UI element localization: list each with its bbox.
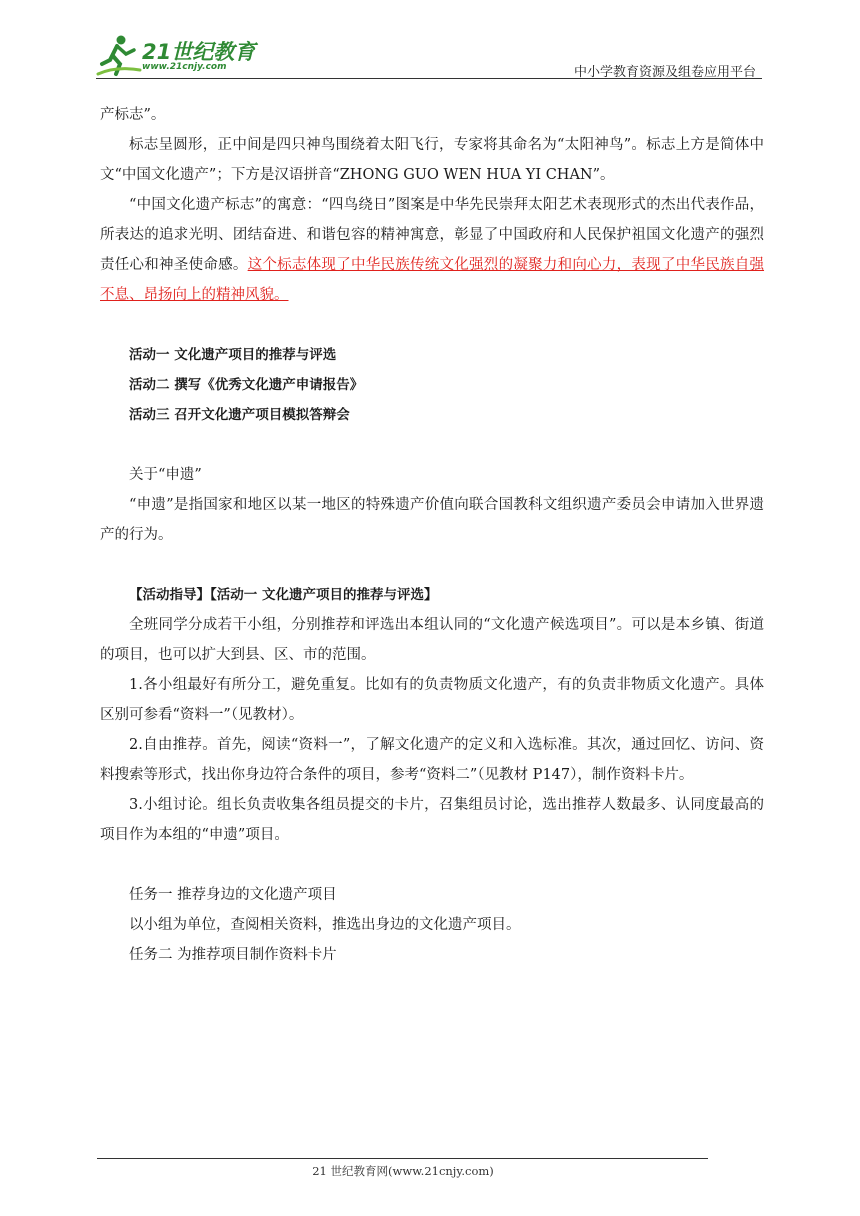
page-header bbox=[0, 0, 860, 84]
spacer bbox=[100, 850, 764, 880]
spacer bbox=[100, 430, 764, 460]
spacer bbox=[100, 310, 764, 340]
paragraph: 产标志”。 bbox=[100, 107, 166, 123]
guide-title: 【活动指导】【活动一 文化遗产项目的推荐与评选】 bbox=[129, 587, 438, 603]
logo-url: www.21cnjy.com bbox=[142, 62, 227, 72]
highlighted-text: 这个标志体现了中华民族传统文化强烈的凝聚力和向心力，表现了中华民族自强不息、昂扬向上的精神风貌。 bbox=[100, 257, 765, 303]
header-divider bbox=[96, 78, 762, 79]
task-title-2: 任务二 为推荐项目制作资料卡片 bbox=[129, 947, 337, 963]
paragraph-meaning bbox=[100, 190, 764, 310]
logo-text: 21世纪教育 bbox=[142, 40, 256, 64]
page-footer bbox=[0, 1163, 860, 1179]
about-title: 关于“申遗” bbox=[129, 467, 202, 483]
paragraph: 全班同学分成若干小组，分别推荐和评选出本组认同的“文化遗产候选项目”。可以是本乡镇、街道的项目，也可以扩大到县、区、市的范围。 bbox=[100, 617, 764, 663]
footer-divider bbox=[97, 1158, 708, 1159]
activity-heading-2: 活动二 撰写《优秀文化遗产申请报告》 bbox=[129, 377, 364, 393]
activity-heading-1: 活动一 文化遗产项目的推荐与评选 bbox=[129, 347, 337, 363]
runner-logo-icon bbox=[96, 34, 142, 78]
header-tagline: 中小学教育资源及组卷应用平台 bbox=[573, 65, 756, 80]
activity-heading-3: 活动三 召开文化遗产项目模拟答辩会 bbox=[129, 407, 350, 423]
list-item: 1.各小组最好有所分工，避免重复。比如有的负责物质文化遗产，有的负责非物质文化遗产。具体区别可参看“资料一”（见教材）。 bbox=[100, 677, 764, 723]
site-logo[interactable] bbox=[96, 34, 266, 78]
about-text: “申遗”是指国家和地区以某一地区的特殊遗产价值向联合国教科文组织遗产委员会申请加入世界遗产的行为。 bbox=[100, 497, 764, 543]
list-item: 2.自由推荐。首先，阅读“资料一”，了解文化遗产的定义和入选标准。其次，通过回忆、访问、资料搜索等形式，找出你身边符合条件的项目，参考“资料二”（见教材 P147），制作资料卡片。 bbox=[100, 737, 764, 783]
document-body bbox=[100, 100, 764, 970]
list-item: 3.小组讨论。组长负责收集各组员提交的卡片，召集组员讨论，选出推荐人数最多、认同度最高的项目作为本组的“申遗”项目。 bbox=[100, 797, 764, 843]
footer-text[interactable]: 21 世纪教育网(www.21cnjy.com) bbox=[312, 1164, 494, 1178]
task-text-1: 以小组为单位，查阅相关资料，推选出身边的文化遗产项目。 bbox=[129, 917, 521, 933]
paragraph: 标志呈圆形，正中间是四只神鸟围绕着太阳飞行，专家将其命名为“太阳神鸟”。标志上方是简体中文“中国文化遗产”；下方是汉语拼音“ZHONG GUO WEN HUA YI CHAN”。 bbox=[100, 137, 764, 183]
spacer bbox=[100, 550, 764, 580]
task-title-1: 任务一 推荐身边的文化遗产项目 bbox=[129, 887, 337, 903]
paragraph-text: “中国文化遗产标志”的寓意：“四鸟绕日”图案是中华先民崇拜太阳艺术表现形式的杰出代表作品，所表达的追求光明、团结奋进、和谐包容的精神寓意，彰显了中国政府和人民保护祖国文化遗产的强烈责任心和神圣使命感。 bbox=[100, 197, 764, 273]
